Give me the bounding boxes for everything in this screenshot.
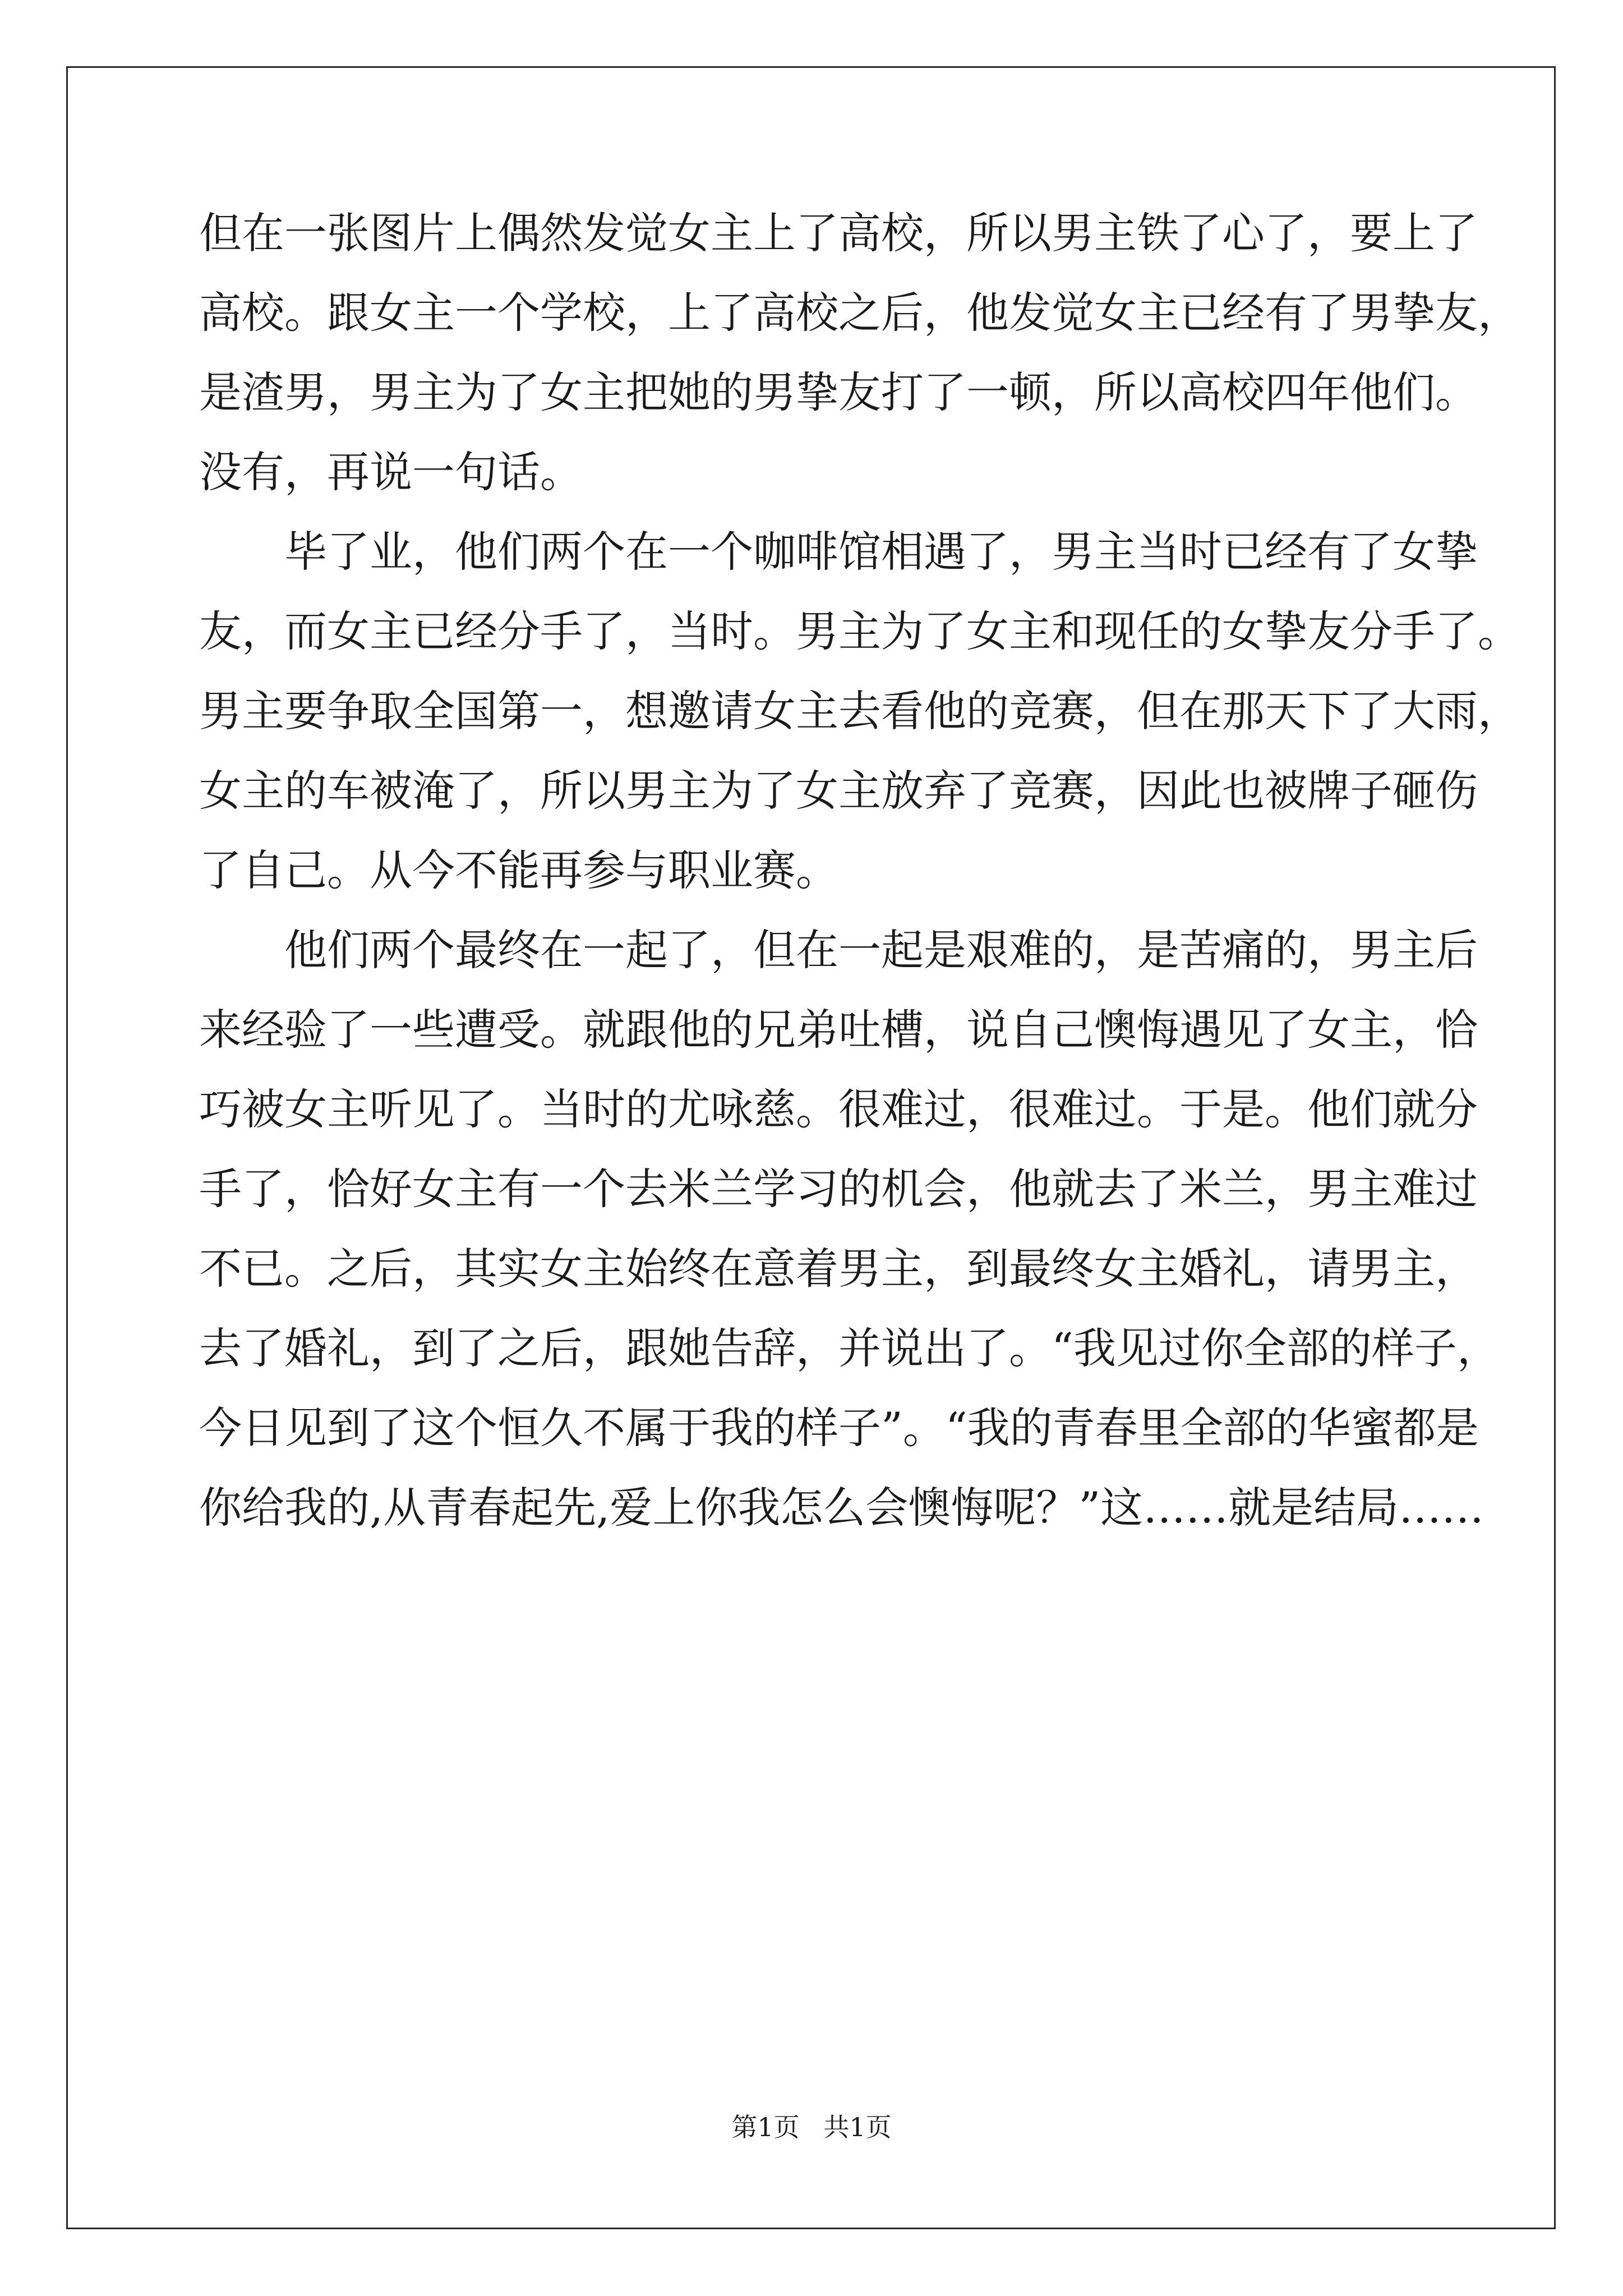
text-line: 友，而女主已经分手了，当时。男主为了女主和现任的女挚友分手了。 — [199, 606, 1520, 656]
text-line: 了自己。从今不能再参与职业赛。 — [199, 845, 838, 895]
text-line: 去了婚礼，到了之后，跟她告辞，并说出了。“我见过你全部的样子， — [199, 1323, 1500, 1373]
text-line: 你给我的,从青春起先,爱上你我怎么会懊悔呢？”这……就是结局…… — [199, 1483, 1484, 1533]
text-line: 是渣男，男主为了女主把她的男挚友打了一顿，所以高校四年他们。 — [199, 367, 1478, 417]
text-line: 女主的车被淹了，所以男主为了女主放弃了竞赛，因此也被牌子砸伤 — [199, 766, 1478, 816]
text-line: 不已。之后，其实女主始终在意着男主，到最终女主婚礼，请男主， — [199, 1244, 1478, 1294]
text-line: 手了，恰好女主有一个去米兰学习的机会，他就去了米兰，男主难过 — [199, 1164, 1478, 1214]
text-line: 男主要争取全国第一，想邀请女主去看他的竞赛，但在那天下了大雨， — [199, 686, 1520, 736]
paragraph-start-line: 他们两个最终在一起了，但在一起是艰难的，是苦痛的，男主后 — [284, 925, 1478, 975]
document-body — [199, 194, 1520, 1548]
paragraph-start-line: 毕了业，他们两个在一个咖啡馆相遇了，男主当时已经有了女挚 — [284, 527, 1478, 577]
text-line: 但在一张图片上偶然发觉女主上了高校，所以男主铁了心了，要上了 — [199, 208, 1478, 258]
page-number-total: 共1页 — [823, 2112, 892, 2142]
text-line: 没有，再说一句话。 — [199, 447, 583, 497]
page-footer — [0, 2110, 1623, 2144]
page-number-current: 第1页 — [731, 2112, 800, 2142]
text-line: 巧被女主听见了。当时的尤咏慈。很难过，很难过。于是。他们就分 — [199, 1084, 1478, 1134]
text-line: 高校。跟女主一个学校，上了高校之后，他发觉女主已经有了男挚友， — [199, 288, 1520, 338]
text-line: 今日见到了这个恒久不属于我的样子”。“我的青春里全部的华蜜都是 — [199, 1403, 1479, 1453]
text-line: 来经验了一些遭受。就跟他的兄弟吐槽，说自己懊悔遇见了女主，恰 — [199, 1005, 1478, 1055]
